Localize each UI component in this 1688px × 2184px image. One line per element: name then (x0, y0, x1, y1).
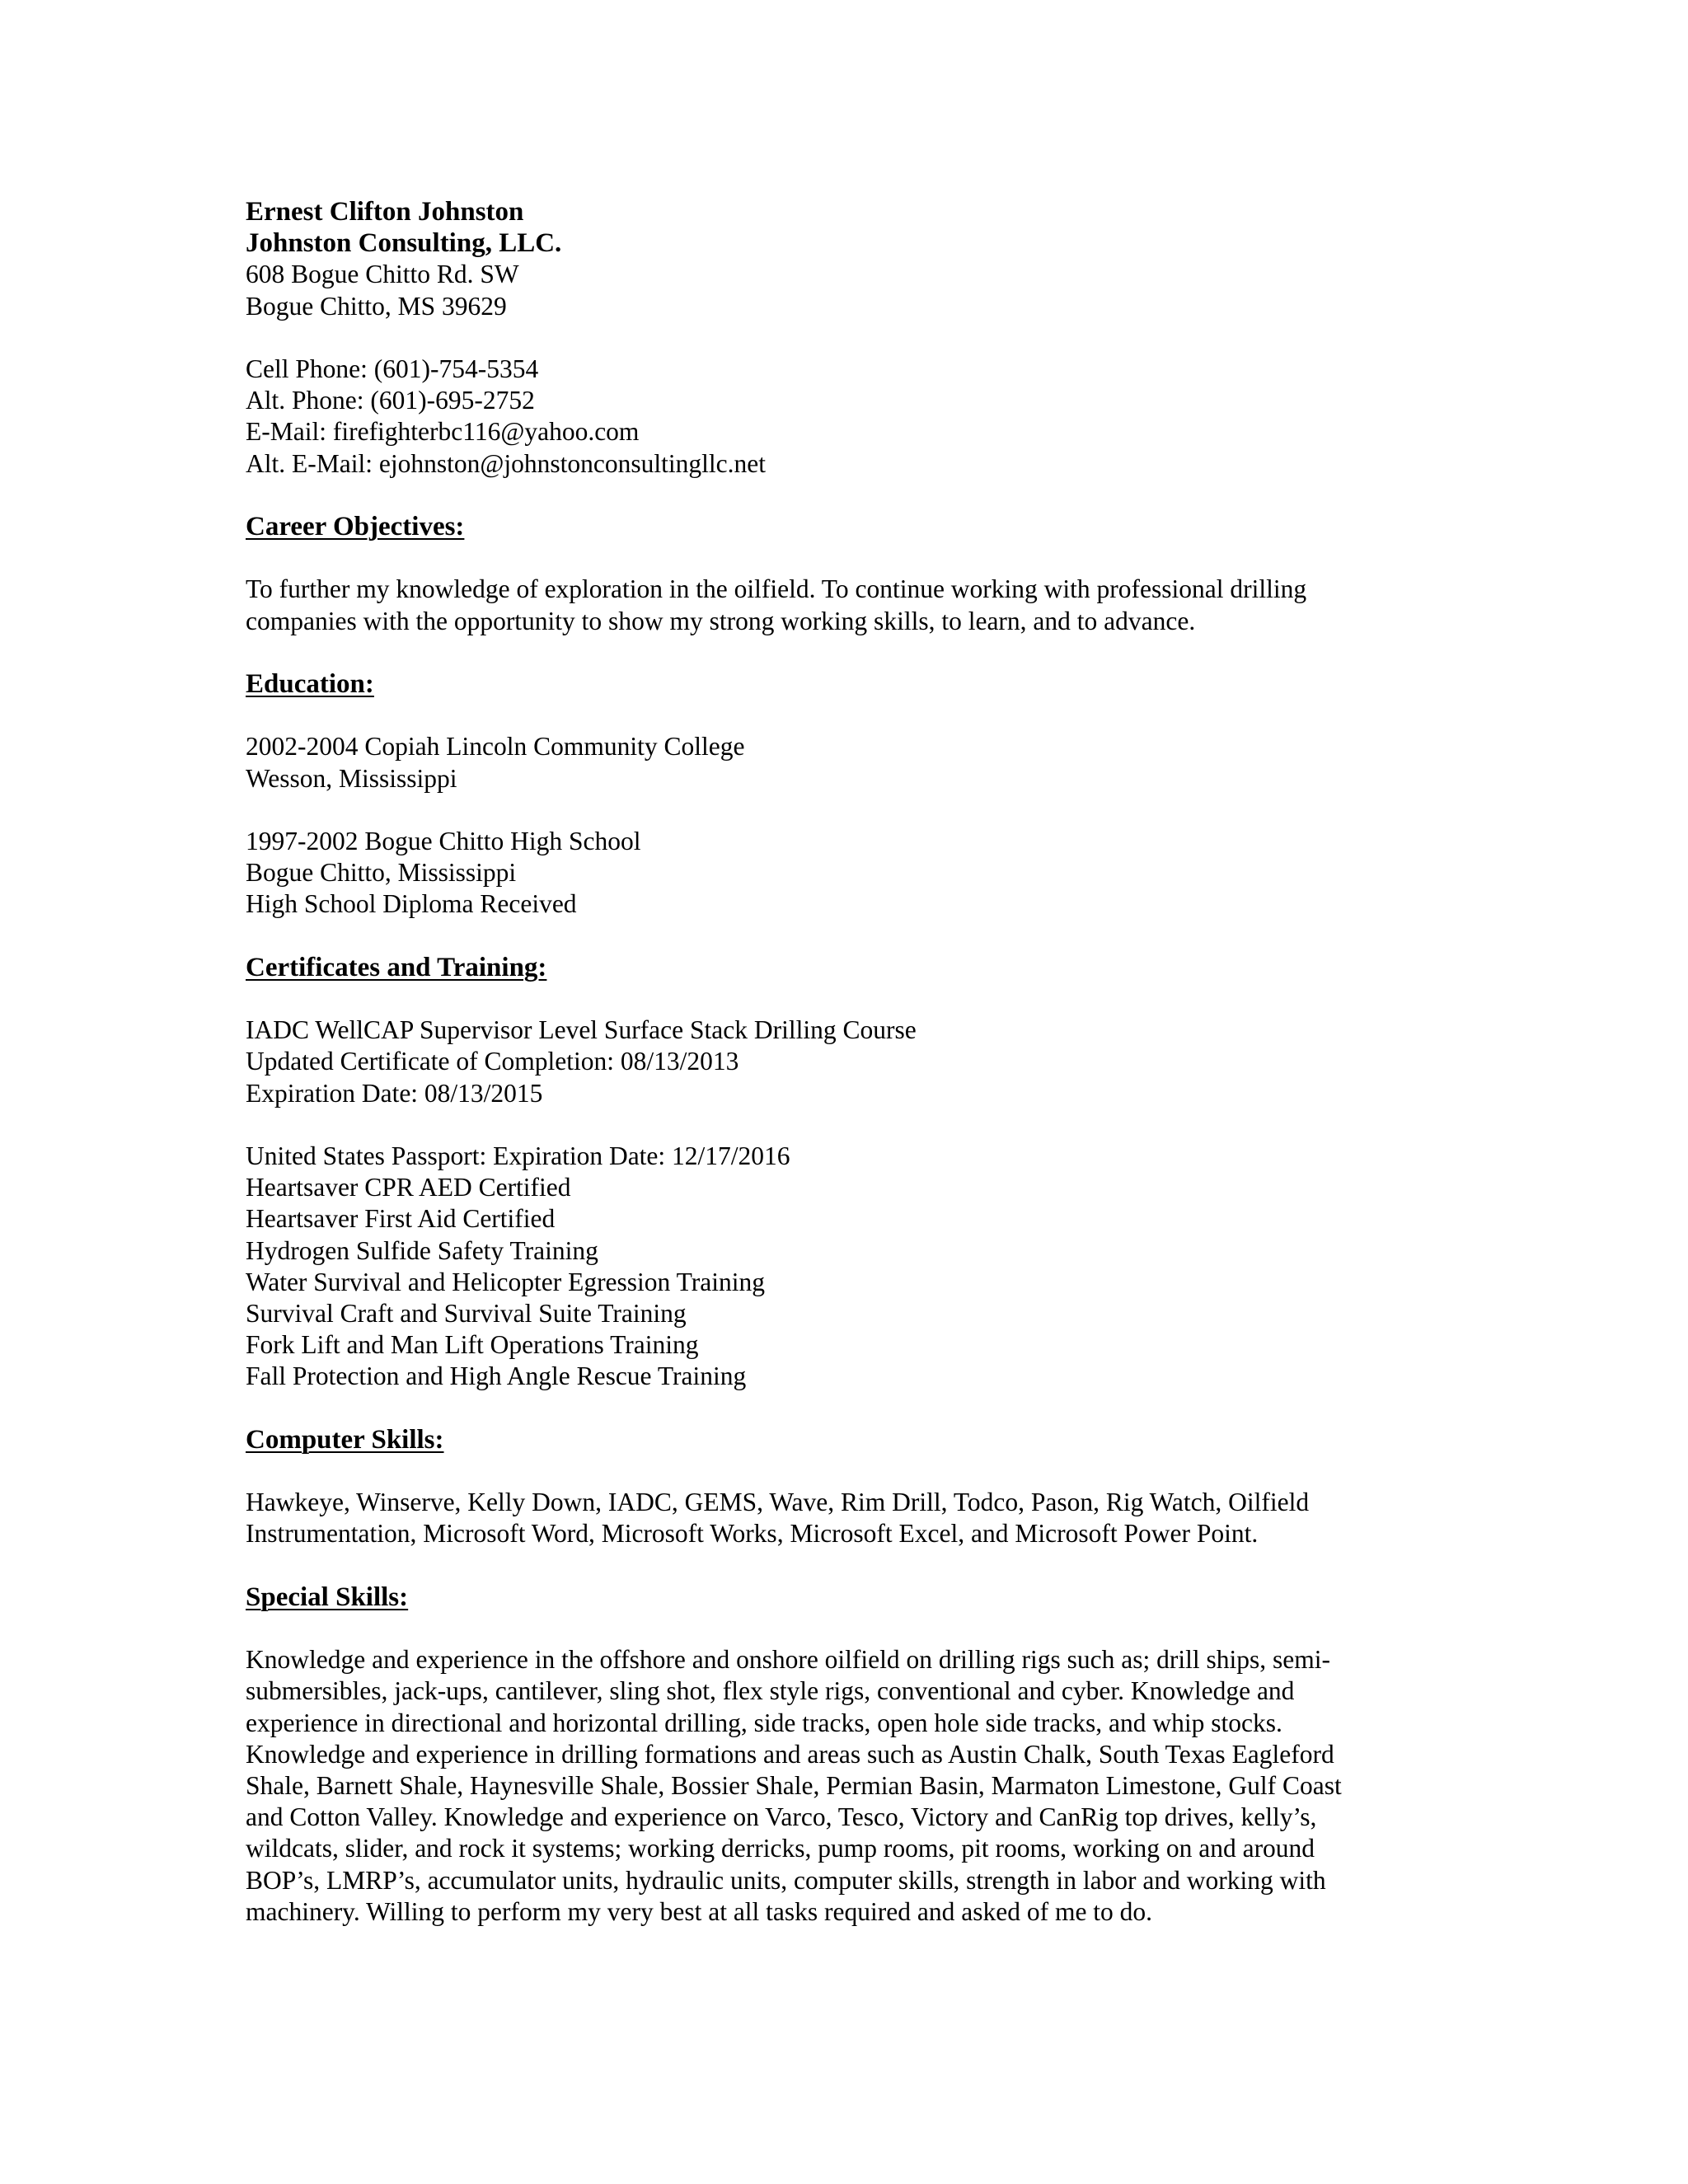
computer-skills-line-2: Instrumentation, Microsoft Word, Microsoft Works, Microsoft Excel, and Microsoft Power Point. (246, 1519, 1259, 1549)
education-entry-1-line-1: 2002-2004 Copiah Lincoln Community College (246, 732, 745, 762)
alt-phone: Alt. Phone: (601)-695-2752 (246, 386, 535, 415)
company-name: Johnston Consulting, LLC. (246, 228, 562, 259)
education-heading: Education: (246, 668, 374, 699)
certificate-item: Heartsaver CPR AED Certified (246, 1173, 571, 1202)
spacer (246, 542, 1432, 574)
education-section (246, 668, 1432, 921)
spacer (246, 794, 1432, 826)
certificate-item: Fork Lift and Man Lift Operations Training (246, 1330, 699, 1360)
career-objectives-line-1: To further my knowledge of exploration in the oilfield. To continue working with professional drilling (246, 574, 1307, 604)
special-skills-line: wildcats, slider, and rock it systems; working derricks, pump rooms, pit rooms, working on and around (246, 1834, 1315, 1863)
certificate-item: Water Survival and Helicopter Egression Training (246, 1267, 765, 1296)
resume-page (246, 196, 1432, 1928)
special-skills-line: BOP’s, LMRP’s, accumulator units, hydraulic units, computer skills, strength in labor and working with (246, 1865, 1326, 1895)
special-skills-line: Knowledge and experience in the offshore and onshore oilfield on drilling rigs such as; drill ships, semi- (246, 1645, 1331, 1675)
spacer (246, 1109, 1432, 1141)
special-skills-line: experience in directional and horizontal drilling, side tracks, open hole side tracks, and whip stocks. (246, 1708, 1282, 1737)
wellcap-expiration: Expiration Date: 08/13/2015 (246, 1078, 543, 1108)
spacer (246, 1613, 1432, 1644)
special-skills-line: submersibles, jack-ups, cantilever, sling shot, flex style rigs, conventional and cyber. Knowledge and (246, 1676, 1295, 1706)
wellcap-course: IADC WellCAP Supervisor Level Surface Stack Drilling Course (246, 1015, 917, 1045)
computer-skills-line-1: Hawkeye, Winserve, Kelly Down, IADC, GEMS, Wave, Rim Drill, Todco, Pason, Rig Watch, Oilfield (246, 1488, 1310, 1517)
special-skills-line: machinery. Willing to perform my very best at all tasks required and asked of me to do. (246, 1896, 1153, 1926)
education-entry-2-line-1: 1997-2002 Bogue Chitto High School (246, 826, 641, 855)
spacer (246, 637, 1432, 668)
certificate-item: Hydrogen Sulfide Safety Training (246, 1235, 598, 1265)
special-skills-line: Knowledge and experience in drilling formations and areas such as Austin Chalk, South Texas Eagleford (246, 1739, 1334, 1769)
email: E-Mail: firefighterbc116@yahoo.com (246, 417, 640, 447)
spacer (246, 983, 1432, 1015)
certificates-heading: Certificates and Training: (246, 952, 547, 982)
computer-skills-heading: Computer Skills: (246, 1424, 444, 1455)
computer-skills-section (246, 1424, 1432, 1550)
spacer (246, 1455, 1432, 1487)
spacer (246, 1393, 1432, 1424)
certificate-item: Heartsaver First Aid Certified (246, 1204, 556, 1234)
spacer (246, 322, 1432, 354)
alt-email: Alt. E-Mail: ejohnston@johnstonconsultingllc.net (246, 448, 766, 478)
resume-header (246, 196, 1432, 322)
certificates-section (246, 952, 1432, 1393)
education-entry-1-line-2: Wesson, Mississippi (246, 763, 457, 793)
address-line-2: Bogue Chitto, MS 39629 (246, 291, 507, 321)
certificate-item: Fall Protection and High Angle Rescue Training (246, 1361, 747, 1391)
career-objectives-line-2: companies with the opportunity to show my strong working skills, to learn, and to advance. (246, 606, 1196, 635)
certificate-item: Survival Craft and Survival Suite Training (246, 1298, 687, 1328)
education-entry-2-line-3: High School Diploma Received (246, 889, 577, 919)
person-name: Ernest Clifton Johnston (246, 197, 524, 227)
spacer (246, 480, 1432, 511)
wellcap-completion: Updated Certificate of Completion: 08/13/2013 (246, 1047, 739, 1076)
contact-block (246, 354, 1432, 480)
address-line-1: 608 Bogue Chitto Rd. SW (246, 260, 519, 289)
special-skills-section (246, 1582, 1432, 1928)
career-objectives-section (246, 511, 1432, 637)
education-entry-2-line-2: Bogue Chitto, Mississippi (246, 858, 517, 888)
special-skills-line: Shale, Barnett Shale, Haynesville Shale, Bossier Shale, Permian Basin, Marmaton Limestone, Gulf Coast (246, 1770, 1342, 1800)
special-skills-line: and Cotton Valley. Knowledge and experience on Varco, Tesco, Victory and CanRig top drives, kelly’s, (246, 1802, 1317, 1832)
spacer (246, 700, 1432, 731)
special-skills-heading: Special Skills: (246, 1582, 409, 1612)
career-objectives-heading: Career Objectives: (246, 512, 465, 541)
spacer (246, 1550, 1432, 1582)
certificate-item: United States Passport: Expiration Date: 12/17/2016 (246, 1141, 790, 1170)
cell-phone: Cell Phone: (601)-754-5354 (246, 354, 539, 383)
spacer (246, 921, 1432, 952)
